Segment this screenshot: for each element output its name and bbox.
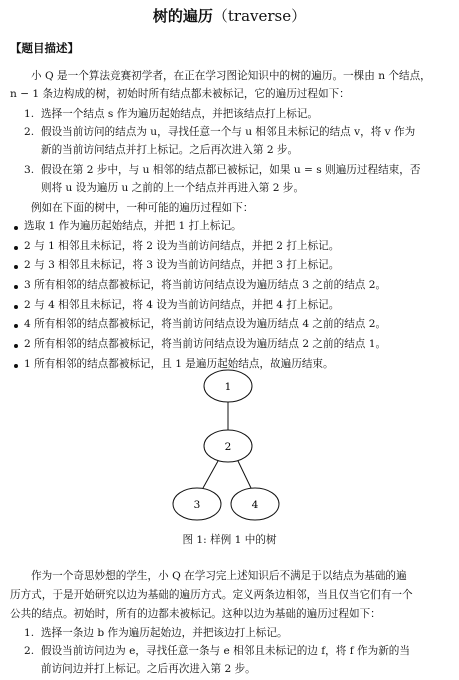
- bullet-dot: [14, 285, 18, 289]
- title-english: （traverse）: [212, 7, 307, 25]
- example-intro: 例如在下面的树中，一种可能的遍历过程如下：: [31, 202, 254, 214]
- tree-node-1-label: 1: [224, 381, 232, 393]
- edge-step-2-text-2: 前访问边并打上标记。之后再次进入第 2 步。: [41, 663, 256, 675]
- title-main: 树的遍历: [152, 7, 213, 25]
- example-bullet-8: 1 所有相邻的结点都被标记，且 1 是遍历起始结点，故遍历结束。: [24, 358, 334, 370]
- step-1-text: 选择一个结点 s 作为遍历起始结点，并把该结点打上标记。: [41, 108, 319, 120]
- section-heading: 【题目描述】: [10, 41, 79, 55]
- edge-step-2-text-1: 假设当前访问边为 e，寻找任意一条与 e 相邻且未标记的边 f，将 f 作为新的当: [41, 645, 410, 657]
- bullet-dot: [14, 344, 18, 348]
- edge-step-1-text: 选择一条边 b 作为遍历起始边，并把该边打上标记。: [41, 627, 288, 639]
- tree-node-4-label: 4: [251, 499, 259, 511]
- example-bullet-2: 2 与 1 相邻且未标记，将 2 设为当前访问结点，并把 2 打上标记。: [24, 240, 340, 252]
- step-3-text-1: 假设在第 2 步中，与 u 相邻的结点都已被标记，如果 u = s 则遍历过程结束，否: [41, 164, 421, 176]
- para2-line-2: 历方式，于是开始研究以边为基础的遍历方式。定义两条边相邻，当且仅当它们有一个: [10, 589, 413, 601]
- para2-line-3: 公共的结点。初始时，所有的边都未被标记。这种以边为基础的遍历过程如下：: [10, 608, 381, 620]
- step-2-text-2: 新的当前访问结点并打上标记。之后再次进入第 2 步。: [41, 144, 299, 156]
- bullet-dot: [14, 226, 18, 230]
- tree-edge-2-3: [203, 461, 218, 488]
- bullet-dot: [14, 324, 18, 328]
- example-bullet-5: 2 与 4 相邻且未标记，将 4 设为当前访问结点，并把 4 打上标记。: [24, 299, 340, 311]
- intro-line-2: n − 1 条边构成的树，初始时所有结点都未被标记，它的遍历过程如下：: [10, 88, 350, 100]
- example-bullet-3: 2 与 3 相邻且未标记，将 3 设为当前访问结点，并把 3 打上标记。: [24, 259, 340, 271]
- edge-step-1-number: 1.: [24, 627, 35, 639]
- tree-figure: [0, 360, 459, 530]
- step-2-text-1: 假设当前访问的结点为 u，寻找任意一个与 u 相邻且未标记的结点 v，将 v 作为: [41, 126, 416, 138]
- bullet-dot: [14, 305, 18, 309]
- tree-node-2-label: 2: [224, 441, 232, 453]
- example-bullet-6: 4 所有相邻的结点都被标记，将当前访问结点设为遍历结点 4 之前的结点 2。: [24, 318, 387, 330]
- example-bullet-1: 选取 1 作为遍历起始结点，并把 1 打上标记。: [24, 220, 242, 232]
- tree-edge-2-4: [238, 461, 251, 488]
- step-2-number: 2.: [24, 126, 35, 138]
- example-bullet-4: 3 所有相邻的结点都被标记，将当前访问结点设为遍历结点 3 之前的结点 2。: [24, 279, 387, 291]
- example-bullet-7: 2 所有相邻的结点都被标记，将当前访问结点设为遍历结点 2 之前的结点 1。: [24, 338, 387, 350]
- edge-step-2-number: 2.: [24, 645, 35, 657]
- bullet-dot: [14, 246, 18, 250]
- figure-caption: 图 1: 样例 1 中的树: [182, 534, 277, 546]
- bullet-dot: [14, 265, 18, 269]
- intro-line-1: 小 Q 是一个算法竞赛初学者，在正在学习图论知识中的树的遍历。一棵由 n 个结点，: [31, 70, 431, 82]
- tree-node-3-label: 3: [193, 499, 201, 511]
- step-1-number: 1.: [24, 108, 35, 120]
- step-3-text-2: 则将 u 设为遍历 u 之前的上一个结点并再进入第 2 步。: [41, 182, 305, 194]
- step-3-number: 3.: [24, 164, 35, 176]
- para2-line-1: 作为一个奇思妙想的学生，小 Q 在学习完上述知识后不满足于以结点为基础的遍: [31, 570, 407, 582]
- page-title: [0, 4, 459, 28]
